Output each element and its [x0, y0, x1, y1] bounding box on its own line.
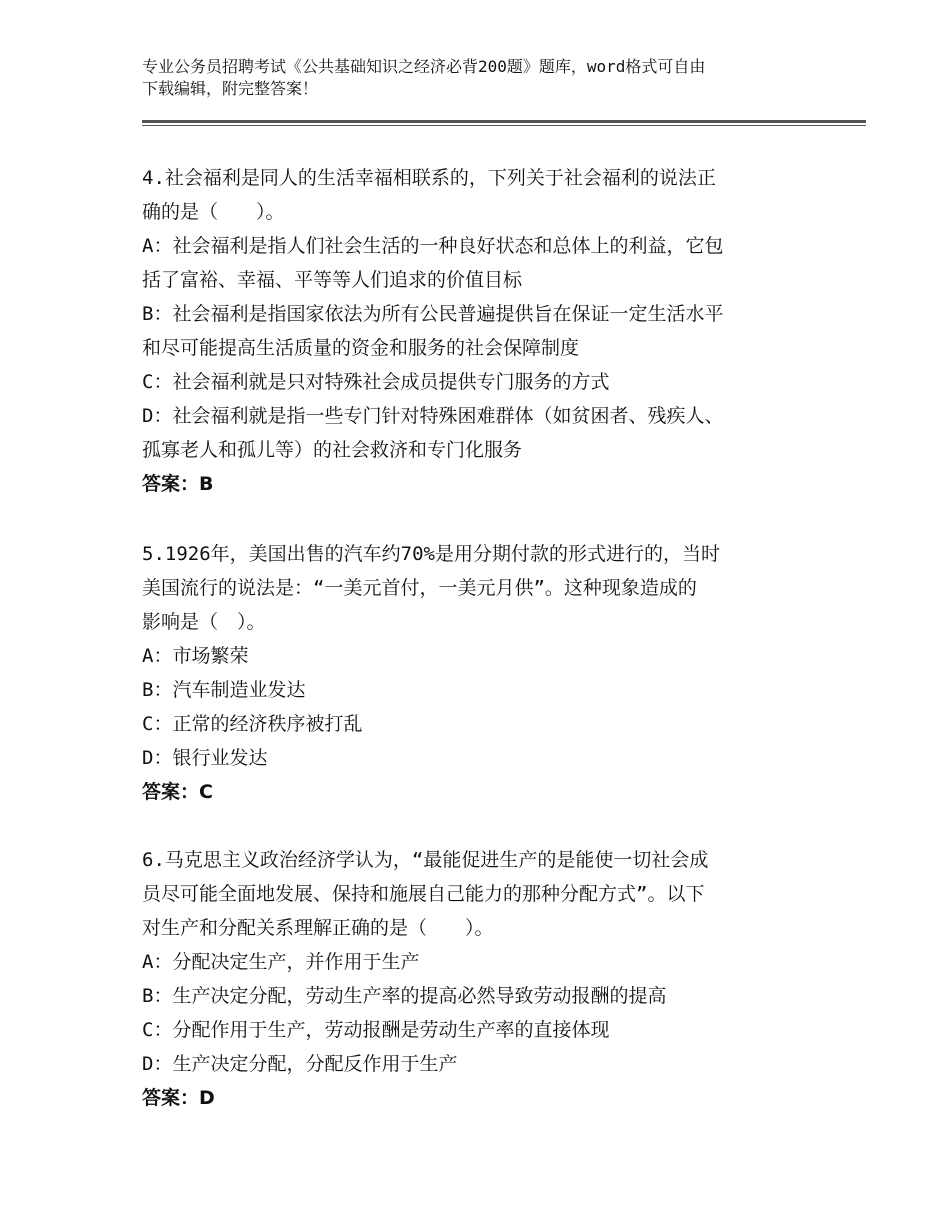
header-divider-thick — [142, 120, 866, 123]
option-b-line: B：社会福利是指国家依法为所有公民普遍提供旨在保证一定生活水平 — [142, 303, 724, 325]
option-c-line: C：正常的经济秩序被打乱 — [142, 713, 363, 735]
question-stem-line: 确的是（ ）。 — [142, 201, 285, 223]
option-a-line: 括了富裕、幸福、平等等人们追求的价值目标 — [142, 269, 523, 291]
question-stem-line: 美国流行的说法是：“一美元首付，一美元月供”。这种现象造成的 — [142, 577, 697, 599]
option-c-line: C：分配作用于生产，劳动报酬是劳动生产率的直接体现 — [142, 1019, 610, 1041]
header-divider-thin — [142, 125, 866, 126]
option-c-line: C：社会福利就是只对特殊社会成员提供专门服务的方式 — [142, 371, 610, 393]
option-d-line: 孤寡老人和孤儿等）的社会救济和专门化服务 — [142, 439, 523, 461]
option-b-line: 和尽可能提高生活质量的资金和服务的社会保障制度 — [142, 337, 580, 359]
option-a-line: A：市场繁荣 — [142, 645, 249, 667]
document-header — [142, 56, 822, 100]
question-stem-line: 对生产和分配关系理解正确的是（ ）。 — [142, 917, 494, 939]
option-b-line: B：生产决定分配，劳动生产率的提高必然导致劳动报酬的提高 — [142, 985, 667, 1007]
question-stem-line: 4.社会福利是同人的生活幸福相联系的，下列关于社会福利的说法正 — [142, 167, 716, 189]
question-5 — [142, 537, 807, 809]
option-d-line: D：生产决定分配，分配反作用于生产 — [142, 1053, 458, 1075]
option-d-line: D：社会福利就是指一些专门针对特殊困难群体（如贫困者、残疾人、 — [142, 405, 724, 427]
answer-label: 答案：C — [142, 781, 213, 803]
question-stem-line: 6.马克思主义政治经济学认为，“最能促进生产的是能使一切社会成 — [142, 849, 709, 871]
question-stem-line: 影响是（ ）。 — [142, 611, 266, 633]
answer-label: 答案：D — [142, 1087, 215, 1109]
question-stem-line: 5.1926年，美国出售的汽车约70%是用分期付款的形式进行的，当时 — [142, 543, 720, 565]
question-6 — [142, 843, 807, 1115]
answer-label: 答案：B — [142, 473, 214, 495]
question-stem-line: 员尽可能全面地发展、保持和施展自己能力的那种分配方式”。以下 — [142, 883, 705, 905]
option-b-line: B：汽车制造业发达 — [142, 679, 306, 701]
question-4 — [142, 161, 807, 501]
option-a-line: A：社会福利是指人们社会生活的一种良好状态和总体上的利益，它包 — [142, 235, 724, 257]
header-line-2: 下载编辑，附完整答案！ — [142, 79, 319, 98]
option-a-line: A：分配决定生产，并作用于生产 — [142, 951, 420, 973]
header-line-1: 专业公务员招聘考试《公共基础知识之经济必背200题》题库，word格式可自由 — [142, 57, 706, 76]
option-d-line: D：银行业发达 — [142, 747, 268, 769]
